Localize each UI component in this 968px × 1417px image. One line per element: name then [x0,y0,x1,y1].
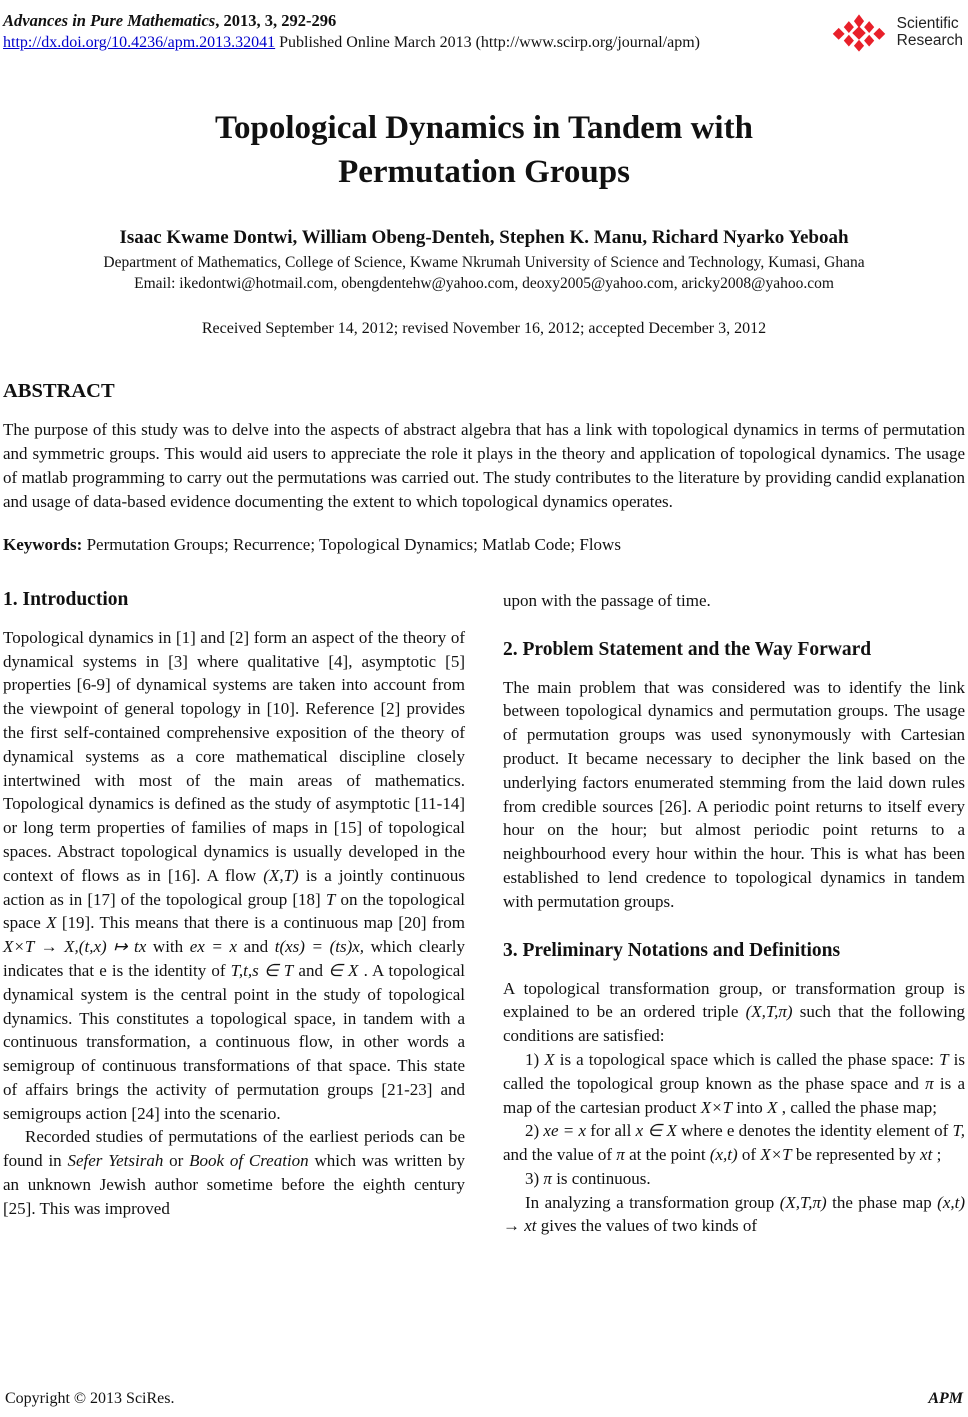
logo-line-2: Research [896,32,963,49]
prelim-paragraph-2: In analyzing a transformation group (X,T,π) the phase map (x,t) → xt gives the values of two kinds of [503,1192,965,1236]
intro-continuation: upon with the passage of time. [503,590,711,610]
paper-title: Topological Dynamics in Tandem with Permutation Groups [215,110,753,190]
affiliation-line: Department of Mathematics, College of Science, Kwame Nkrumah University of Science and Technology, Kumasi, Ghana [103,253,865,271]
citation-rest: , 2013, 3, 292-296 [215,11,337,30]
logo-wordmark [897,16,963,49]
section-heading-introduction: 1. Introduction [3,588,129,610]
prelim-condition-2: 2) xe = x for all x ∈ X where e denotes the identity element of T, and the value of π at the point (x,t) of X×T be represented by xt ; [503,1121,965,1165]
intro-paragraph-1: Topological dynamics in [1] and [2] form an aspect of the theory of dynamical systems in [3] where qualitative [4], asymptotic [5] properties [6-9] of dynamical systems are taken into account from the viewpoint of general topology in [10]. Reference [2] provides the first self-contained comprehensive exposition of the theory of dynamical systems as a core mathematical discipline closely intertwined with most of the main areas of mathematics. Topological dynamics is defined as the study of asymptotic [11-14] or long term properties of families of maps in [15] of topological spaces. Abstract topological dynamics is usually developed in the context of flows as in [16]. A flow (X,T) is a jointly continuous action as in [17] of the topological group [18] T on the topological space X [19]. This means that there is a continuous map [20] from X×T → X,(t,x) ↦ tx with ex = x and t(xs) = (ts)x, which clearly indicates that e is the identity of T,t,s ∈ T and ∈ X . A topological dynamical system is the central point in the study of topological dynamics. This constitutes a topological space, in tandem with a continuous transformation, a continuous flow, in other words a semigroup of continuous transformations of that space. This state of affairs brings the activity of permutation groups [21-23] and semigroups action [24] into the scenario. [3,627,466,1123]
abstract-body: The purpose of this study was to delve into the aspects of abstract algebra that has a link with topological dynamics in terms of permutation and symmetric groups. This would aid users to appreciate the role it plays in the theory and application of topological dynamics. The usage of matlab programming to carry out the permutations was carried out. The study contributes to the literature by providing candid explanation and usage of data-based evidence documenting the extent to which topological dynamics operates. [3,419,965,511]
scirp-diamonds-icon [826,11,892,55]
doi-link[interactable]: http://dx.doi.org/10.4236/apm.2013.32041 [3,34,276,52]
logo-line-1: Scientific [896,15,959,33]
prelim-intro-paragraph: A topological transformation group, or transformation group is explained to be an ordered triple (X,T,π) such that the following conditions are satisfied: [503,978,966,1046]
copyright-text: Copyright © 2013 SciRes. [5,1390,175,1407]
authors-line: Isaac Kwame Dontwi, William Obeng-Denteh, Stephen K. Manu, Richard Nyarko Yeboah [119,226,849,248]
abstract-heading: ABSTRACT [3,379,115,402]
email-line: Email: ikedontwi@hotmail.com, obengdentehw@yahoo.com, deoxy2005@yahoo.com, aricky2008@yahoo.com [134,274,834,292]
journal-abbreviation: APM [928,1390,963,1407]
page-header [3,10,965,55]
prelim-condition-1: 1) X is a topological space which is called the phase space: T is called the topological group known as the phase space and π is a map of the cartesian product X×T into X , called the phase map; [503,1049,965,1117]
section-heading-problem-statement: 2. Problem Statement and the Way Forward [503,638,872,660]
page-footer [5,1390,963,1408]
left-column [3,589,465,1239]
journal-citation-block [3,10,700,54]
keywords-label: Keywords: [3,534,83,554]
keywords-line [3,535,965,555]
two-column-body [3,589,965,1239]
intro-paragraph-2: Recorded studies of permutations of the earliest periods can be found in Sefer Yetsirah or Book of Creation which was written by an unknown Jewish author sometime before the eighth century [25]. This was improved [3,1127,466,1218]
journal-name: Advances in Pure Mathematics [3,11,216,30]
section-heading-preliminary: 3. Preliminary Notations and Definitions [503,939,841,961]
scientific-research-logo [826,11,963,55]
doi-line [3,33,700,53]
published-online-text: Published Online March 2013 (http://www.scirp.org/journal/apm) [275,34,700,52]
received-line: Received September 14, 2012; revised November 16, 2012; accepted December 3, 2012 [201,319,767,337]
keywords-text: Permutation Groups; Recurrence; Topological Dynamics; Matlab Code; Flows [82,534,621,554]
right-column [503,589,965,1239]
prelim-condition-3: 3) π is continuous. [525,1168,651,1188]
problem-statement-paragraph: The main problem that was considered was to identify the link between topological dynamics and permutation groups. The usage of permutation groups was used synonymously with Cartesian product. It became necessary to decipher the link based on the underlying factors enumerated stemming from the laid down rules from credible sources [26]. A periodic point returns to itself every hour on the hour; but almost periodic point returns to a neighbourhood every hour within the hour. This is what has been established to lend credence to topological dynamics in tandem with permutation groups. [503,677,965,911]
journal-citation [3,10,700,31]
